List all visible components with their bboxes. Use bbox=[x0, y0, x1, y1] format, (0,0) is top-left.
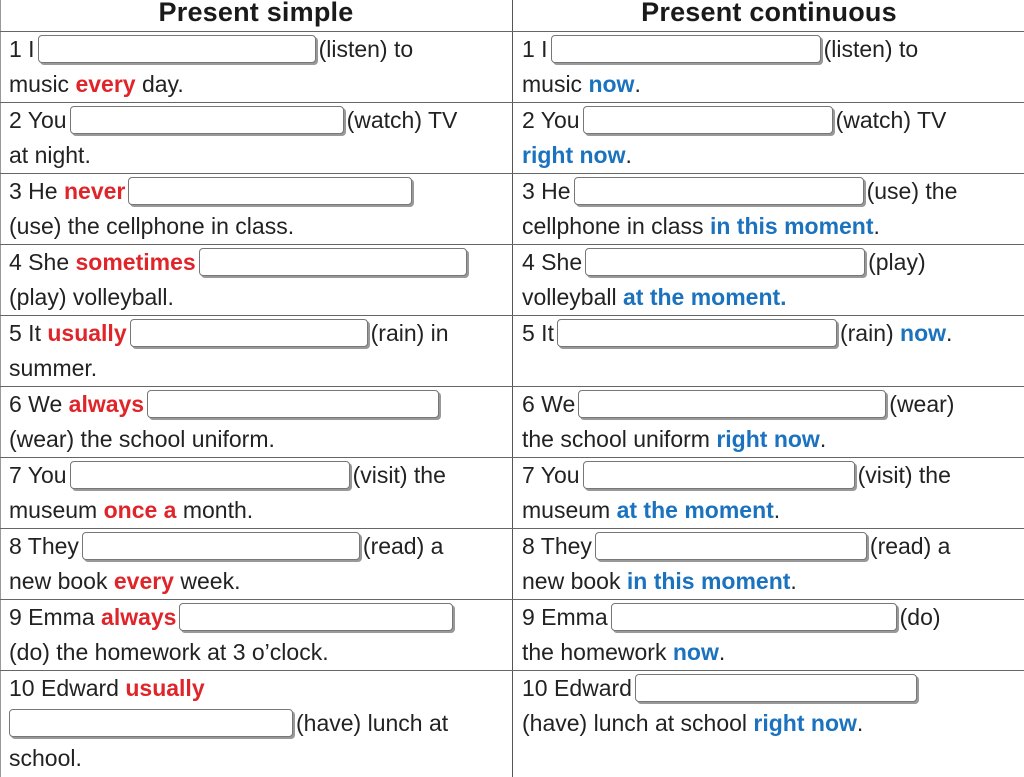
exercise-row: 3 He (use) the cellphone in class in this moment. bbox=[522, 178, 958, 239]
exercise-row: 2 You (watch) TV right now. bbox=[522, 107, 947, 168]
exercise-row: 7 You (visit) the museum once a month. bbox=[9, 462, 446, 523]
divider bbox=[0, 244, 1024, 245]
answer-box[interactable] bbox=[611, 603, 897, 631]
exercise-row: 5 It (rain) now. bbox=[522, 320, 953, 346]
answer-box[interactable] bbox=[578, 390, 886, 418]
answer-box[interactable] bbox=[70, 106, 344, 134]
answer-box[interactable] bbox=[82, 532, 360, 560]
answer-box[interactable] bbox=[583, 106, 833, 134]
answer-box[interactable] bbox=[551, 35, 821, 63]
divider bbox=[0, 599, 1024, 600]
exercise-row: 7 You (visit) the museum at the moment. bbox=[522, 462, 951, 523]
divider bbox=[0, 457, 1024, 458]
divider bbox=[0, 315, 1024, 316]
exercise-row: 6 We always (wear) the school uniform. bbox=[0, 387, 512, 458]
exercise-row: 8 They (read) a new book every week. bbox=[9, 533, 444, 594]
answer-box[interactable] bbox=[130, 319, 368, 347]
answer-box[interactable] bbox=[179, 603, 453, 631]
divider bbox=[0, 102, 1024, 103]
exercise-row: 6 We (wear) the school uniform right now. bbox=[522, 391, 955, 452]
exercise-row: 4 She (play) volleyball at the moment. bbox=[522, 249, 926, 310]
divider bbox=[0, 31, 1024, 32]
divider bbox=[0, 670, 1024, 671]
divider bbox=[0, 386, 1024, 387]
answer-box[interactable] bbox=[199, 248, 467, 276]
exercise-row: 5 It usually (rain) in summer. bbox=[9, 320, 449, 381]
exercise-row: 10 Edward usually (have) lunch at school. bbox=[9, 675, 449, 771]
exercise-row: 8 They (read) a new book in this moment. bbox=[522, 533, 951, 594]
answer-box[interactable] bbox=[128, 177, 412, 205]
column-header-present-continuous: Present continuous bbox=[641, 0, 897, 27]
exercise-row: 4 She sometimes (play) volleyball. bbox=[0, 245, 512, 316]
answer-box[interactable] bbox=[38, 35, 316, 63]
exercise-row: 1 I (listen) to music every day. bbox=[9, 36, 414, 97]
answer-box[interactable] bbox=[70, 461, 350, 489]
present-continuous-column bbox=[512, 0, 1024, 777]
answer-box[interactable] bbox=[585, 248, 865, 276]
divider bbox=[0, 528, 1024, 529]
exercise-row: 10 Edward (have) lunch at school right now. bbox=[513, 671, 1024, 742]
exercise-row: 3 He never (use) the cellphone in class. bbox=[0, 174, 512, 245]
exercise-row: 9 Emma always (do) the homework at 3 o’clock. bbox=[0, 600, 512, 671]
answer-box[interactable] bbox=[595, 532, 867, 560]
answer-box[interactable] bbox=[9, 709, 293, 737]
exercise-row: 1 I (listen) to music now. bbox=[522, 36, 919, 97]
answer-box[interactable] bbox=[147, 390, 439, 418]
answer-box[interactable] bbox=[557, 319, 837, 347]
exercise-row: 9 Emma (do) the homework now. bbox=[522, 604, 941, 665]
answer-box[interactable] bbox=[635, 674, 917, 702]
divider bbox=[0, 173, 1024, 174]
answer-box[interactable] bbox=[583, 461, 855, 489]
exercise-row: 2 You (watch) TV at night. bbox=[9, 107, 458, 168]
answer-box[interactable] bbox=[574, 177, 864, 205]
column-header-present-simple: Present simple bbox=[158, 0, 354, 27]
